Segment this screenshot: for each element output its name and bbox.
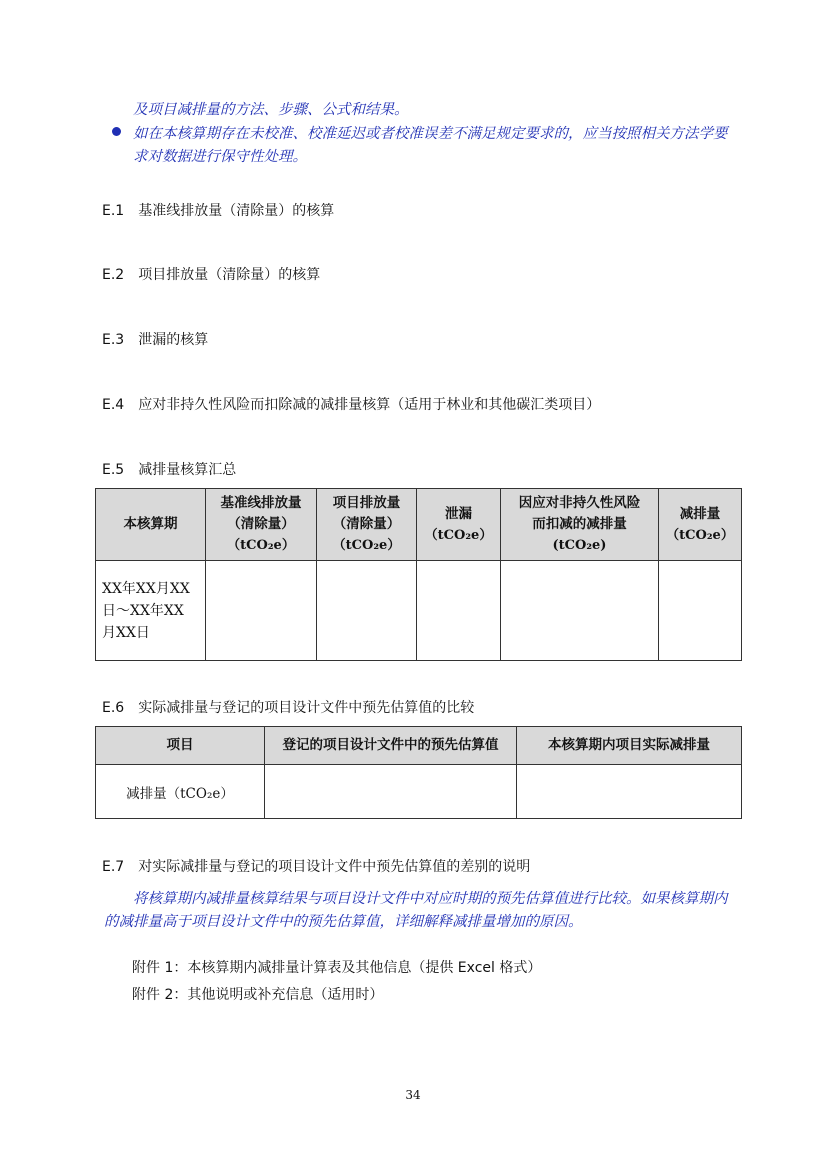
guidance-line: 的减排量高于项目设计文件中的预先估算值，详细解释减排量增加的原因。	[104, 914, 583, 930]
table-row	[96, 561, 742, 661]
section-heading-e6: E.6 实际减排量与登记的项目设计文件中预先估算值的比较	[102, 700, 475, 716]
guidance-line: 求对数据进行保守性处理。	[133, 149, 307, 165]
header-nonpermanence: 因应对非持久性风险 而扣减的减排量 (tCO₂e)	[501, 489, 659, 561]
table-header-row	[96, 489, 742, 561]
nonpermanence-cell	[501, 561, 659, 661]
section-heading-e5: E.5 减排量核算汇总	[102, 462, 237, 478]
header-period: 本核算期	[96, 489, 206, 561]
guidance-line: 如在本核算期存在未校准、校准延迟或者校准误差不满足规定要求的，应当按照相关方法学要	[133, 126, 728, 142]
section-heading-e3: E.3 泄漏的核算	[102, 332, 209, 348]
section-heading-e7: E.7 对实际减排量与登记的项目设计文件中预先估算值的差别的说明	[102, 859, 531, 875]
header-reduction: 减排量 （tCO₂e）	[659, 489, 742, 561]
header-leakage: 泄漏 （tCO₂e）	[417, 489, 501, 561]
project-emission-cell	[317, 561, 417, 661]
period-cell: XX年XX月XX 日～XX年XX 月XX日	[96, 561, 206, 661]
header-actual: 本核算期内项目实际减排量	[517, 727, 742, 765]
section-heading-e4: E.4 应对非持久性风险而扣除减的减排量核算（适用于林业和其他碳汇类项目）	[102, 397, 601, 413]
reduction-cell	[659, 561, 742, 661]
leakage-cell	[417, 561, 501, 661]
baseline-cell	[206, 561, 317, 661]
attachment-2: 附件 2：其他说明或补充信息（适用时）	[132, 987, 384, 1003]
table-header-row	[96, 727, 742, 765]
guidance-line: 及项目减排量的方法、步骤、公式和结果。	[133, 102, 409, 118]
table-row	[96, 765, 742, 819]
estimated-value-cell	[265, 765, 517, 819]
header-baseline: 基准线排放量 （清除量） （tCO₂e）	[206, 489, 317, 561]
section-heading-e1: E.1 基准线排放量（清除量）的核算	[102, 203, 335, 219]
header-item: 项目	[96, 727, 265, 765]
section-heading-e2: E.2 项目排放量（清除量）的核算	[102, 267, 321, 283]
reduction-label-cell: 减排量（tCO₂e）	[96, 765, 265, 819]
attachment-1: 附件 1：本核算期内减排量计算表及其他信息（提供 Excel 格式）	[132, 960, 542, 976]
page-number: 34	[405, 1088, 421, 1102]
emission-summary-table	[95, 488, 742, 661]
actual-value-cell	[517, 765, 742, 819]
header-project-emission: 项目排放量 （清除量） （tCO₂e）	[317, 489, 417, 561]
guidance-line: 将核算期内减排量核算结果与项目设计文件中对应时期的预先估算值进行比较。如果核算期内	[133, 891, 728, 907]
header-estimated: 登记的项目设计文件中的预先估算值	[265, 727, 517, 765]
bullet-icon	[112, 127, 121, 136]
comparison-table	[95, 726, 742, 819]
